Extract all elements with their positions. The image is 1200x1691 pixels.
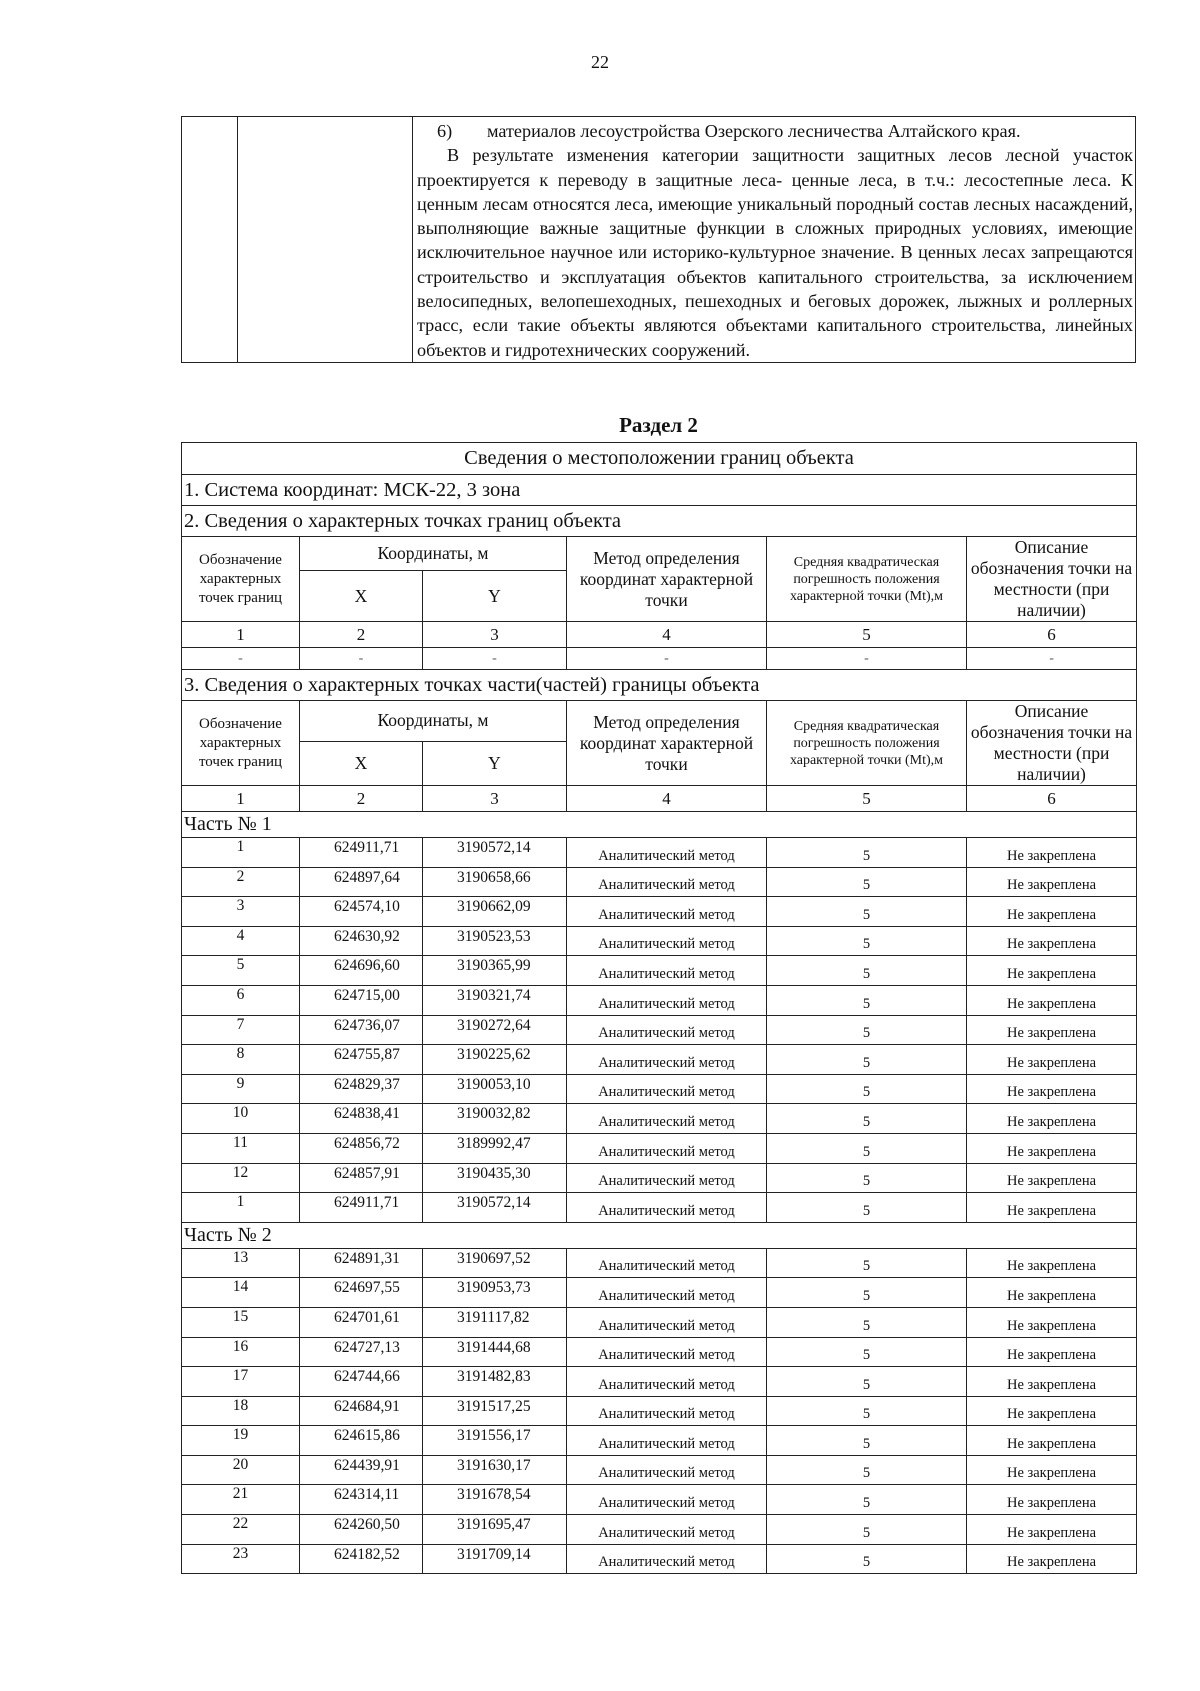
table-row <box>182 838 1137 868</box>
description-cell: Не закреплена <box>967 1163 1137 1193</box>
boundary-coordinates-table <box>181 442 1137 1574</box>
method-cell: Аналитический метод <box>567 1163 767 1193</box>
table-row <box>182 1193 1137 1223</box>
y-coordinate-cell: 3190523,53 <box>423 926 567 956</box>
error-cell: 5 <box>767 1544 967 1574</box>
list-item-6 <box>417 119 1133 143</box>
table-row <box>182 1074 1137 1104</box>
error-cell: 5 <box>767 1367 967 1397</box>
description-cell: Не закреплена <box>967 985 1137 1015</box>
method-cell: Аналитический метод <box>567 1045 767 1075</box>
y-coordinate-cell: 3191709,14 <box>423 1544 567 1574</box>
table-row <box>182 1544 1137 1574</box>
method-cell: Аналитический метод <box>567 897 767 927</box>
x-coordinate-cell: 624697,55 <box>300 1278 423 1308</box>
header-designation: Обозначение характерных точек границ <box>182 537 300 622</box>
point-number-cell: 1 <box>182 1193 300 1223</box>
x-coordinate-cell: 624891,31 <box>300 1248 423 1278</box>
description-cell: Не закреплена <box>967 1485 1137 1515</box>
table-row <box>182 1133 1137 1163</box>
point-number-cell: 20 <box>182 1455 300 1485</box>
table-row <box>182 1015 1137 1045</box>
x-coordinate-cell: 624314,11 <box>300 1485 423 1515</box>
method-cell: Аналитический метод <box>567 1515 767 1545</box>
error-cell: 5 <box>767 1485 967 1515</box>
error-cell: 5 <box>767 1278 967 1308</box>
header-y: Y <box>423 571 567 622</box>
method-cell: Аналитический метод <box>567 1074 767 1104</box>
x-coordinate-cell: 624755,87 <box>300 1045 423 1075</box>
y-coordinate-cell: 3190321,74 <box>423 985 567 1015</box>
point-number-cell: 22 <box>182 1515 300 1545</box>
point-number-cell: 14 <box>182 1278 300 1308</box>
point-number-cell: 7 <box>182 1015 300 1045</box>
table-row <box>182 1426 1137 1456</box>
error-cell: 5 <box>767 1307 967 1337</box>
method-cell: Аналитический метод <box>567 1367 767 1397</box>
y-coordinate-cell: 3190053,10 <box>423 1074 567 1104</box>
table-row <box>182 867 1137 897</box>
x-coordinate-cell: 624701,61 <box>300 1307 423 1337</box>
dash-cell: - <box>423 648 567 670</box>
point-number-cell: 8 <box>182 1045 300 1075</box>
table-row <box>182 926 1137 956</box>
method-cell: Аналитический метод <box>567 926 767 956</box>
x-coordinate-cell: 624744,66 <box>300 1367 423 1397</box>
description-cell: Не закреплена <box>967 838 1137 868</box>
point-number-cell: 4 <box>182 926 300 956</box>
description-cell: Не закреплена <box>967 1307 1137 1337</box>
method-cell: Аналитический метод <box>567 1278 767 1308</box>
table-row <box>182 1163 1137 1193</box>
header-x: X <box>300 741 423 785</box>
y-coordinate-cell: 3190697,52 <box>423 1248 567 1278</box>
column-number: 3 <box>423 622 567 648</box>
point-number-cell: 17 <box>182 1367 300 1397</box>
table-row <box>182 1396 1137 1426</box>
point-number-cell: 16 <box>182 1337 300 1367</box>
point-number-cell: 23 <box>182 1544 300 1574</box>
header-coordinates: Координаты, м <box>300 701 567 742</box>
list-item-text: материалов лесоустройства Озерского лесничества Алтайского края. <box>487 121 1021 141</box>
table-row <box>182 985 1137 1015</box>
list-item-number: 6) <box>437 121 453 141</box>
part-label: Часть № 2 <box>182 1222 1137 1248</box>
header-error: Средняя квадратическая погрешность положения характерной точки (Mt),м <box>767 537 967 622</box>
description-cell: Не закреплена <box>967 867 1137 897</box>
error-cell: 5 <box>767 1193 967 1223</box>
dash-cell: - <box>967 648 1137 670</box>
header-x: X <box>300 571 423 622</box>
column-number: 3 <box>423 786 567 812</box>
header-y: Y <box>423 741 567 785</box>
error-cell: 5 <box>767 1515 967 1545</box>
x-coordinate-cell: 624615,86 <box>300 1426 423 1456</box>
table-row <box>182 956 1137 986</box>
description-cell: Не закреплена <box>967 1074 1137 1104</box>
y-coordinate-cell: 3191117,82 <box>423 1307 567 1337</box>
column-number: 2 <box>300 622 423 648</box>
y-coordinate-cell: 3190572,14 <box>423 1193 567 1223</box>
x-coordinate-cell: 624829,37 <box>300 1074 423 1104</box>
y-coordinate-cell: 3190435,30 <box>423 1163 567 1193</box>
y-coordinate-cell: 3190658,66 <box>423 867 567 897</box>
description-cell: Не закреплена <box>967 1337 1137 1367</box>
table-row <box>182 1248 1137 1278</box>
paragraph-valuable-forests: В результате изменения категории защитности защитных лесов лесной участок проектируется к переводу в защитные леса- ценные леса, в т.ч.: лесостепные леса. К ценным лесам относятся леса, имеющие уникальный породный состав лесных насаждений, выполняющие важные защитные функции в сложных природных условиях, имеющие исключительное научное или историко-культурное значение. В ценных лесах запрещаются строительство и эксплуатация объектов капитального строительства, за исключением велосипедных, велопешеходных, пешеходных и беговых дорожек, лыжных и роллерных трасс, если такие объекты являются объектами капитального строительства, линейных объектов и гидротехнических сооружений. <box>417 145 1133 360</box>
method-cell: Аналитический метод <box>567 1426 767 1456</box>
table-row <box>182 1104 1137 1134</box>
description-cell: Не закреплена <box>967 1248 1137 1278</box>
y-coordinate-cell: 3190365,99 <box>423 956 567 986</box>
description-cell: Не закреплена <box>967 1015 1137 1045</box>
description-cell: Не закреплена <box>967 1515 1137 1545</box>
error-cell: 5 <box>767 1337 967 1367</box>
method-cell: Аналитический метод <box>567 1104 767 1134</box>
method-cell: Аналитический метод <box>567 1307 767 1337</box>
header-method: Метод определения координат характерной точки <box>567 537 767 622</box>
x-coordinate-cell: 624856,72 <box>300 1133 423 1163</box>
column-number: 5 <box>767 786 967 812</box>
top-empty-cell-2 <box>238 117 413 363</box>
column-number: 6 <box>967 786 1137 812</box>
point-number-cell: 12 <box>182 1163 300 1193</box>
method-cell: Аналитический метод <box>567 838 767 868</box>
y-coordinate-cell: 3191678,54 <box>423 1485 567 1515</box>
error-cell: 5 <box>767 1396 967 1426</box>
error-cell: 5 <box>767 1015 967 1045</box>
x-coordinate-cell: 624574,10 <box>300 897 423 927</box>
dash-cell: - <box>182 648 300 670</box>
header-method: Метод определения координат характерной точки <box>567 701 767 786</box>
point-number-cell: 11 <box>182 1133 300 1163</box>
error-cell: 5 <box>767 1426 967 1456</box>
table-row <box>182 1485 1137 1515</box>
subsection-2-title: 2. Сведения о характерных точках границ объекта <box>182 506 1137 537</box>
header-description: Описание обозначения точки на местности (при наличии) <box>967 701 1137 786</box>
header-coordinates: Координаты, м <box>300 537 567 571</box>
error-cell: 5 <box>767 1104 967 1134</box>
page-number: 22 <box>591 52 609 72</box>
description-cell: Не закреплена <box>967 1278 1137 1308</box>
header-description: Описание обозначения точки на местности (при наличии) <box>967 537 1137 622</box>
point-number-cell: 2 <box>182 867 300 897</box>
column-number: 1 <box>182 622 300 648</box>
error-cell: 5 <box>767 897 967 927</box>
method-cell: Аналитический метод <box>567 956 767 986</box>
point-number-cell: 19 <box>182 1426 300 1456</box>
error-cell: 5 <box>767 926 967 956</box>
x-coordinate-cell: 624911,71 <box>300 1193 423 1223</box>
method-cell: Аналитический метод <box>567 1455 767 1485</box>
x-coordinate-cell: 624696,60 <box>300 956 423 986</box>
column-number: 5 <box>767 622 967 648</box>
point-number-cell: 21 <box>182 1485 300 1515</box>
table-row <box>182 1515 1137 1545</box>
table-row <box>182 897 1137 927</box>
point-number-cell: 3 <box>182 897 300 927</box>
description-cell: Не закреплена <box>967 926 1137 956</box>
column-number: 4 <box>567 622 767 648</box>
method-cell: Аналитический метод <box>567 1193 767 1223</box>
y-coordinate-cell: 3190225,62 <box>423 1045 567 1075</box>
description-cell: Не закреплена <box>967 1104 1137 1134</box>
method-cell: Аналитический метод <box>567 867 767 897</box>
error-cell: 5 <box>767 1045 967 1075</box>
x-coordinate-cell: 624715,00 <box>300 985 423 1015</box>
y-coordinate-cell: 3191444,68 <box>423 1337 567 1367</box>
method-cell: Аналитический метод <box>567 1544 767 1574</box>
error-cell: 5 <box>767 1163 967 1193</box>
method-cell: Аналитический метод <box>567 1485 767 1515</box>
y-coordinate-cell: 3191556,17 <box>423 1426 567 1456</box>
method-cell: Аналитический метод <box>567 1248 767 1278</box>
method-cell: Аналитический метод <box>567 1133 767 1163</box>
header-error: Средняя квадратическая погрешность положения характерной точки (Mt),м <box>767 701 967 786</box>
description-cell: Не закреплена <box>967 1133 1137 1163</box>
error-cell: 5 <box>767 838 967 868</box>
header-designation: Обозначение характерных точек границ <box>182 701 300 786</box>
point-number-cell: 5 <box>182 956 300 986</box>
point-number-cell: 18 <box>182 1396 300 1426</box>
y-coordinate-cell: 3190032,82 <box>423 1104 567 1134</box>
x-coordinate-cell: 624439,91 <box>300 1455 423 1485</box>
error-cell: 5 <box>767 956 967 986</box>
point-number-cell: 9 <box>182 1074 300 1104</box>
point-number-cell: 10 <box>182 1104 300 1134</box>
method-cell: Аналитический метод <box>567 1015 767 1045</box>
top-continuation-table <box>181 116 1136 363</box>
dash-cell: - <box>567 648 767 670</box>
coordinate-system: 1. Система координат: МСК-22, 3 зона <box>182 475 1137 506</box>
column-number: 1 <box>182 786 300 812</box>
point-number-cell: 15 <box>182 1307 300 1337</box>
column-number: 6 <box>967 622 1137 648</box>
x-coordinate-cell: 624727,13 <box>300 1337 423 1367</box>
table-row <box>182 1278 1137 1308</box>
x-coordinate-cell: 624897,64 <box>300 867 423 897</box>
y-coordinate-cell: 3191630,17 <box>423 1455 567 1485</box>
method-cell: Аналитический метод <box>567 1337 767 1367</box>
table-row <box>182 1455 1137 1485</box>
x-coordinate-cell: 624736,07 <box>300 1015 423 1045</box>
part-label: Часть № 1 <box>182 812 1137 838</box>
x-coordinate-cell: 624911,71 <box>300 838 423 868</box>
error-cell: 5 <box>767 1248 967 1278</box>
method-cell: Аналитический метод <box>567 1396 767 1426</box>
y-coordinate-cell: 3190662,09 <box>423 897 567 927</box>
y-coordinate-cell: 3191482,83 <box>423 1367 567 1397</box>
y-coordinate-cell: 3190272,64 <box>423 1015 567 1045</box>
description-cell: Не закреплена <box>967 1193 1137 1223</box>
y-coordinate-cell: 3191517,25 <box>423 1396 567 1426</box>
y-coordinate-cell: 3189992,47 <box>423 1133 567 1163</box>
error-cell: 5 <box>767 1455 967 1485</box>
x-coordinate-cell: 624857,91 <box>300 1163 423 1193</box>
description-cell: Не закреплена <box>967 897 1137 927</box>
top-empty-cell-1 <box>182 117 238 363</box>
description-cell: Не закреплена <box>967 1396 1137 1426</box>
y-coordinate-cell: 3190953,73 <box>423 1278 567 1308</box>
error-cell: 5 <box>767 867 967 897</box>
x-coordinate-cell: 624182,52 <box>300 1544 423 1574</box>
section-title: Раздел 2 <box>619 413 698 437</box>
dash-cell: - <box>767 648 967 670</box>
table-row <box>182 1337 1137 1367</box>
table-row <box>182 1367 1137 1397</box>
column-number: 4 <box>567 786 767 812</box>
column-number: 2 <box>300 786 423 812</box>
table-row <box>182 1045 1137 1075</box>
x-coordinate-cell: 624684,91 <box>300 1396 423 1426</box>
dash-cell: - <box>300 648 423 670</box>
point-number-cell: 6 <box>182 985 300 1015</box>
error-cell: 5 <box>767 1133 967 1163</box>
description-cell: Не закреплена <box>967 1455 1137 1485</box>
x-coordinate-cell: 624838,41 <box>300 1104 423 1134</box>
table-title: Сведения о местоположении границ объекта <box>182 443 1137 475</box>
y-coordinate-cell: 3191695,47 <box>423 1515 567 1545</box>
point-number-cell: 13 <box>182 1248 300 1278</box>
error-cell: 5 <box>767 1074 967 1104</box>
subsection-3-title: 3. Сведения о характерных точках части(частей) границы объекта <box>182 670 1137 701</box>
error-cell: 5 <box>767 985 967 1015</box>
top-text-cell <box>413 117 1136 363</box>
description-cell: Не закреплена <box>967 1426 1137 1456</box>
description-cell: Не закреплена <box>967 1544 1137 1574</box>
description-cell: Не закреплена <box>967 956 1137 986</box>
point-number-cell: 1 <box>182 838 300 868</box>
y-coordinate-cell: 3190572,14 <box>423 838 567 868</box>
description-cell: Не закреплена <box>967 1367 1137 1397</box>
table-row <box>182 1307 1137 1337</box>
x-coordinate-cell: 624630,92 <box>300 926 423 956</box>
method-cell: Аналитический метод <box>567 985 767 1015</box>
x-coordinate-cell: 624260,50 <box>300 1515 423 1545</box>
description-cell: Не закреплена <box>967 1045 1137 1075</box>
